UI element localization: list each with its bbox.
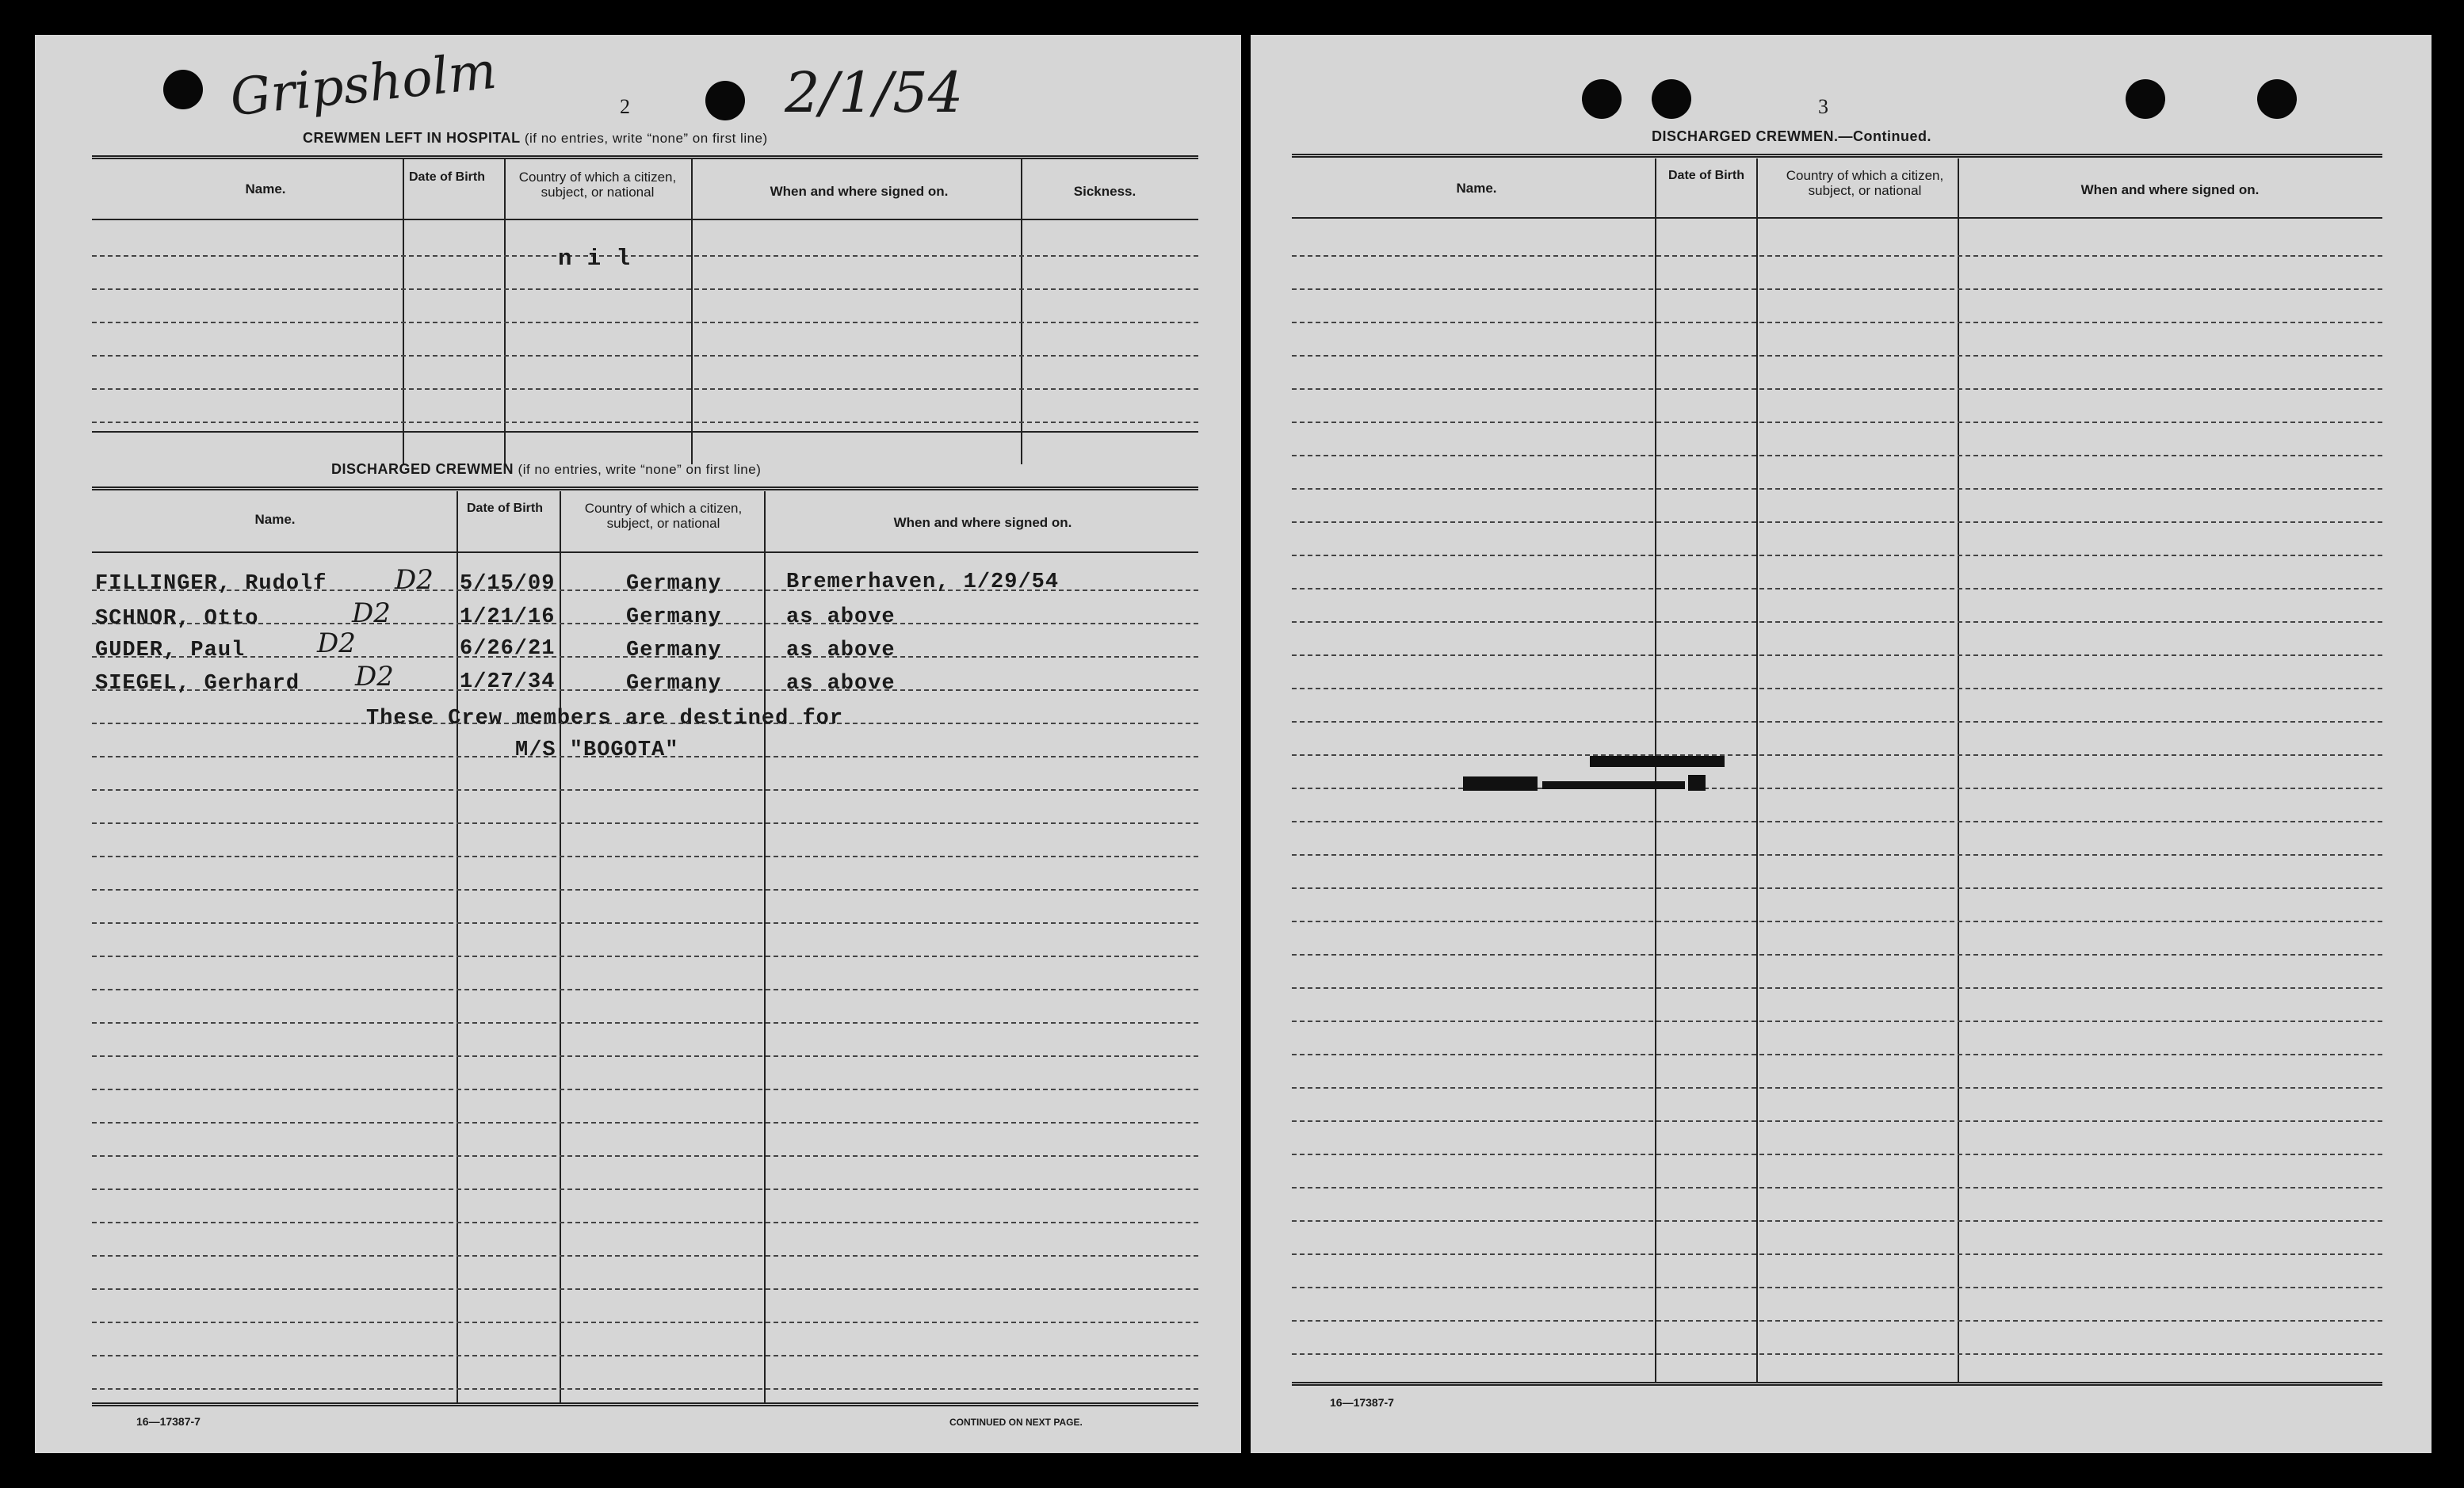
entry-line: [1292, 521, 2382, 523]
entry-line: [1292, 388, 2382, 390]
crew-dob: 5/15/09: [460, 572, 556, 596]
entry-line: [1292, 621, 2382, 623]
col-divider: [504, 158, 506, 464]
entry-line: [92, 1388, 1198, 1390]
crew-name: SIEGEL, Gerhard: [95, 672, 300, 696]
entry-line: [1292, 654, 2382, 656]
rule: [92, 219, 1198, 220]
crew-name: SCHNOR, Otto: [95, 607, 259, 631]
rule: [92, 551, 1198, 553]
entry-line: [1292, 1287, 2382, 1288]
entry-line: [92, 789, 1198, 791]
col-divider: [403, 158, 404, 464]
form-number: 16—17387-7: [1330, 1396, 1394, 1409]
entry-line: [1292, 1054, 2382, 1055]
entry-line: [1292, 688, 2382, 689]
entry-line: [92, 1222, 1198, 1223]
page-number: 3: [1818, 95, 1828, 118]
col-header-name: Name.: [245, 181, 286, 196]
entry-line: [1292, 1087, 2382, 1089]
struck-out-mark: [1542, 781, 1685, 789]
rule: [1292, 217, 2382, 219]
crew-country: Germany: [626, 639, 722, 662]
col-header-dob: Date of Birth: [409, 170, 485, 184]
entry-line: [1292, 821, 2382, 822]
crew-country: Germany: [626, 672, 722, 696]
crew-mark: D2: [355, 661, 394, 692]
punch-hole: [705, 81, 745, 120]
col-header-country: Country of which a citizen, subject, or national: [1786, 168, 1944, 198]
col-divider: [1655, 158, 1656, 1383]
entry-line: [92, 322, 1198, 323]
entry-line: [1292, 488, 2382, 490]
destination-ship: M/S "BOGOTA": [515, 738, 679, 762]
entry-line: [92, 422, 1198, 423]
entry-line: [1292, 1154, 2382, 1155]
col-header-name: Name.: [254, 512, 296, 527]
punch-hole: [1582, 79, 1622, 119]
entry-line: [92, 355, 1198, 357]
entry-line: [1292, 1253, 2382, 1255]
entry-line: [92, 856, 1198, 857]
rule: [92, 155, 1198, 159]
entry-line: [92, 1322, 1198, 1323]
entry-line: [1292, 1320, 2382, 1322]
entry-line: [1292, 288, 2382, 290]
punch-hole: [163, 70, 203, 109]
col-divider: [691, 158, 693, 464]
entry-line: [1292, 422, 2382, 423]
col-divider: [1756, 158, 1758, 1383]
entry-line: [92, 1122, 1198, 1124]
date-handwritten: 2/1/54: [785, 60, 964, 125]
entry-line: [1292, 1120, 2382, 1122]
entry-line: [1292, 1021, 2382, 1022]
entry-line: [92, 288, 1198, 290]
crew-name: GUDER, Paul: [95, 639, 246, 662]
rule: [1292, 154, 2382, 158]
entry-line: [92, 1355, 1198, 1356]
entry-line: [1292, 854, 2382, 856]
entry-line: [1292, 255, 2382, 257]
punch-hole: [1652, 79, 1691, 119]
ship-name-handwritten: Gripsholm: [227, 41, 499, 128]
rule: [92, 486, 1198, 490]
entry-line: [92, 1188, 1198, 1190]
hospital-section-title: CREWMEN LEFT IN HOSPITAL (if no entries, write “none” on first line): [303, 130, 768, 146]
entry-line: [92, 1255, 1198, 1257]
entry-line: [92, 388, 1198, 390]
crew-signed-on: as above: [786, 639, 896, 662]
col-header-signed-on: When and where signed on.: [893, 515, 1072, 530]
left-page: [35, 35, 1241, 1453]
crew-signed-on: as above: [786, 605, 896, 629]
entry-line: [92, 956, 1198, 957]
struck-out-mark: [1463, 776, 1538, 791]
rule: [92, 431, 1198, 433]
col-divider: [560, 491, 561, 1402]
entry-line: [1292, 887, 2382, 889]
crew-name: FILLINGER, Rudolf: [95, 572, 327, 596]
crew-dob: 6/26/21: [460, 637, 556, 661]
entry-line: [1292, 954, 2382, 956]
entry-line: [92, 1089, 1198, 1090]
struck-out-mark: [1590, 756, 1725, 767]
page-number: 2: [620, 95, 630, 118]
col-header-dob: Date of Birth: [467, 502, 543, 515]
hospital-entry-nil: n i l: [558, 246, 632, 272]
entry-line: [1292, 788, 2382, 789]
col-header-country: Country of which a citizen, subject, or national: [518, 170, 677, 200]
entry-line: [1292, 455, 2382, 456]
col-divider: [1021, 158, 1022, 464]
crew-mark: D2: [395, 564, 434, 596]
crew-mark: D2: [352, 597, 391, 629]
col-divider: [764, 491, 766, 1402]
col-header-signed-on: When and where signed on.: [770, 184, 949, 199]
entry-line: [92, 889, 1198, 891]
form-number: 16—17387-7: [136, 1415, 201, 1428]
crew-dob: 1/21/16: [460, 605, 556, 629]
crew-country: Germany: [626, 605, 722, 629]
destination-note: These Crew members are destined for: [366, 707, 844, 731]
continued-note: CONTINUED ON NEXT PAGE.: [949, 1417, 1083, 1428]
entry-line: [1292, 1353, 2382, 1355]
entry-line: [1292, 921, 2382, 922]
entry-line: [1292, 987, 2382, 989]
entry-line: [1292, 1220, 2382, 1222]
crew-signed-on: Bremerhaven, 1/29/54: [786, 570, 1060, 594]
entry-line: [92, 1022, 1198, 1024]
right-page: [1251, 35, 2432, 1453]
punch-hole: [2257, 79, 2297, 119]
col-header-name: Name.: [1456, 181, 1497, 196]
entry-line: [1292, 322, 2382, 323]
entry-line: [92, 922, 1198, 924]
col-header-sickness: Sickness.: [1073, 184, 1136, 199]
rule: [92, 1402, 1198, 1406]
entry-line: [92, 255, 1198, 257]
struck-out-mark: [1688, 775, 1706, 791]
col-divider: [457, 491, 458, 1402]
punch-hole: [2126, 79, 2165, 119]
crew-dob: 1/27/34: [460, 670, 556, 694]
entry-line: [1292, 555, 2382, 556]
entry-line: [92, 1055, 1198, 1057]
col-header-country: Country of which a citizen, subject, or national: [584, 501, 743, 531]
entry-line: [1292, 588, 2382, 589]
entry-line: [1292, 721, 2382, 723]
entry-line: [1292, 355, 2382, 357]
rule: [1292, 1382, 2382, 1386]
entry-line: [92, 822, 1198, 824]
col-header-dob: Date of Birth: [1668, 169, 1744, 182]
crew-signed-on: as above: [786, 672, 896, 696]
entry-line: [92, 1155, 1198, 1157]
entry-line: [1292, 754, 2382, 756]
discharged-section-title: DISCHARGED CREWMEN (if no entries, write “none” on first line): [331, 461, 762, 477]
entry-line: [1292, 1187, 2382, 1188]
entry-line: [92, 1288, 1198, 1290]
crew-country: Germany: [626, 572, 722, 596]
crew-mark: D2: [317, 628, 356, 659]
section-title: DISCHARGED CREWMEN.—Continued.: [1652, 128, 1931, 144]
col-divider: [1958, 158, 1959, 1383]
col-header-signed-on: When and where signed on.: [2080, 182, 2260, 197]
entry-line: [92, 989, 1198, 990]
